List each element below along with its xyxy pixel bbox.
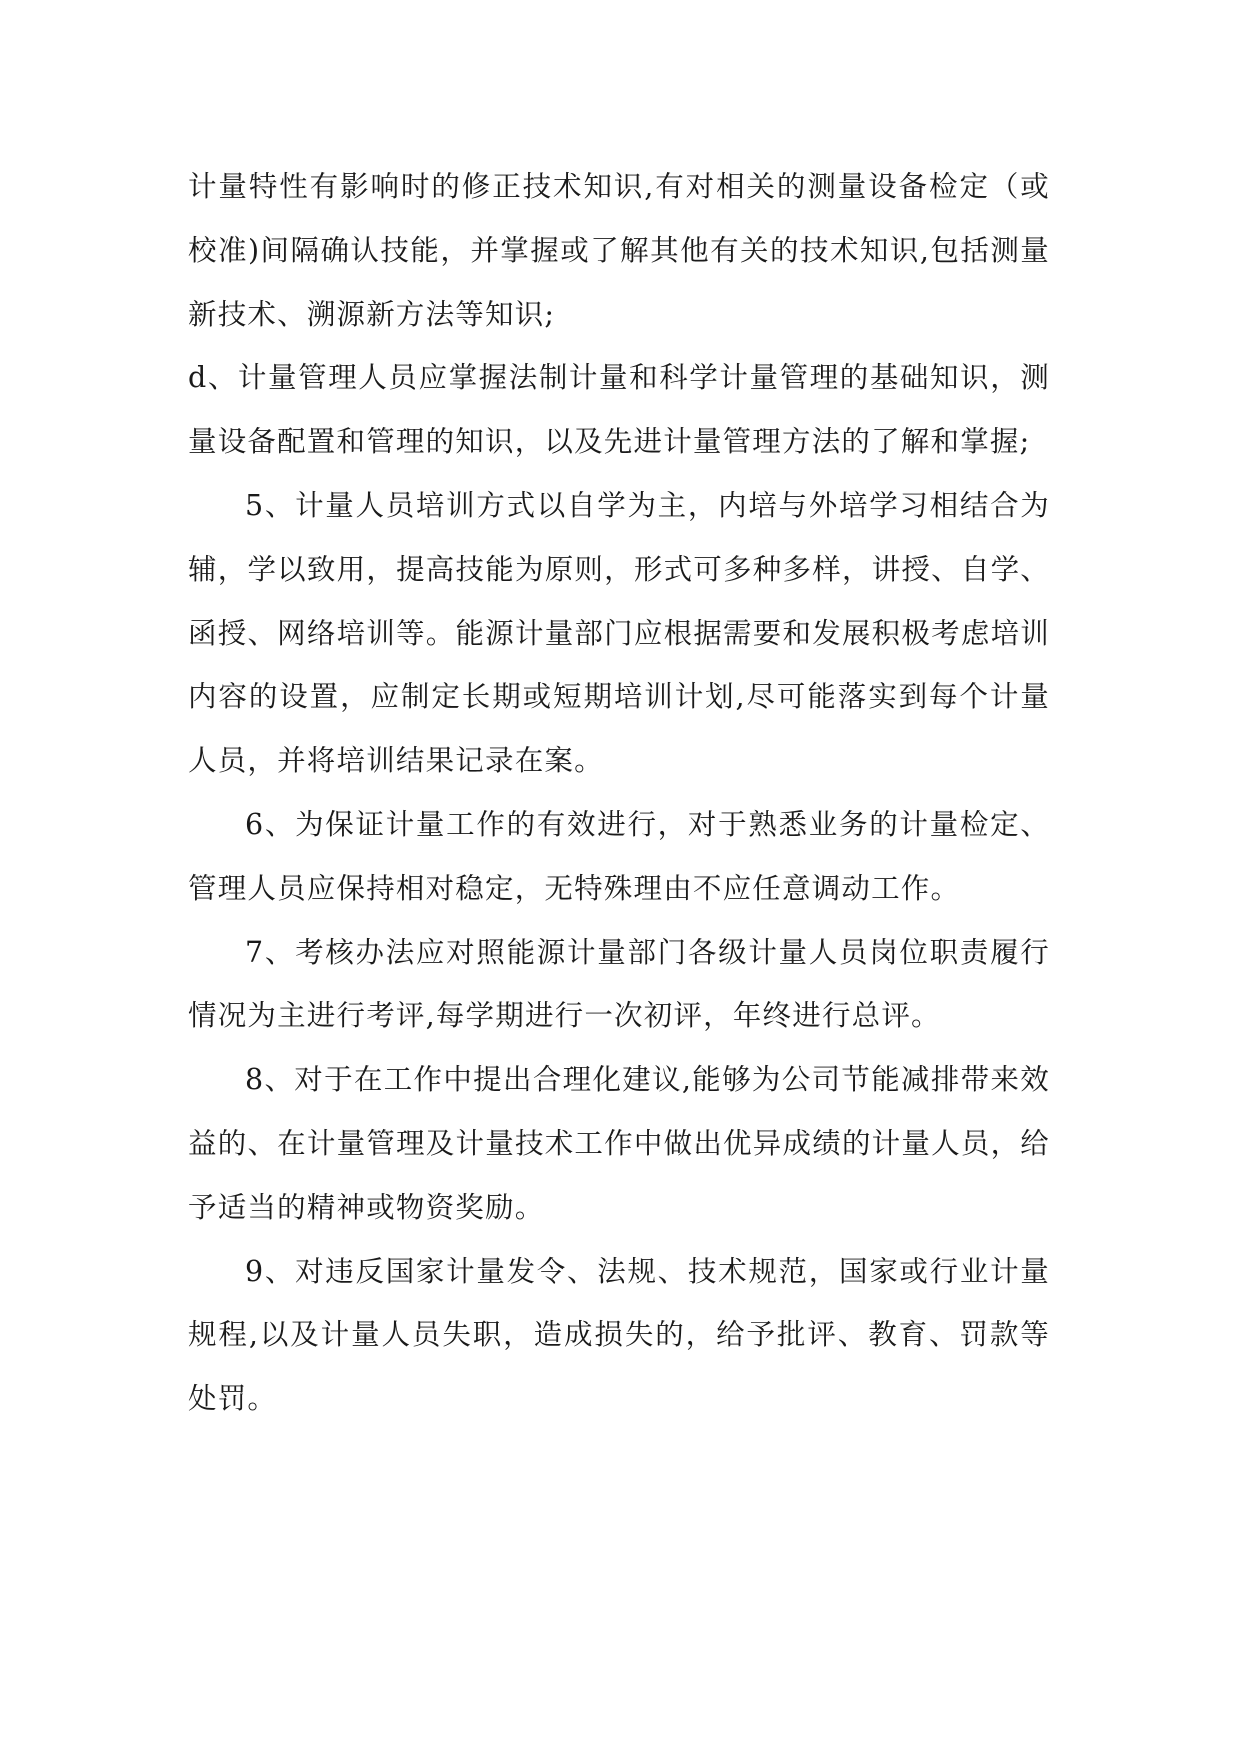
paragraph-item-7: 7、考核办法应对照能源计量部门各级计量人员岗位职责履行情况为主进行考评,每学期进行一次初评，年终进行总评。 xyxy=(188,935,1050,1033)
paragraph-item-6: 6、为保证计量工作的有效进行，对于熟悉业务的计量检定、管理人员应保持相对稳定，无特殊理由不应任意调动工作。 xyxy=(188,807,1050,905)
paragraph-item-5: 5、计量人员培训方式以自学为主，内培与外培学习相结合为辅，学以致用，提高技能为原则，形式可多种多样，讲授、自学、函授、网络培训等。能源计量部门应根据需要和发展积极考虑培训内容的设置，应制定长期或短期培训计划,尽可能落实到每个计量人员，并将培训结果记录在案。 xyxy=(188,488,1050,778)
paragraph-item-9: 9、对违反国家计量发令、法规、技术规范，国家或行业计量规程,以及计量人员失职，造成损失的，给予批评、教育、罚款等处罚。 xyxy=(188,1254,1050,1416)
paragraph-item-d: d、计量管理人员应掌握法制计量和科学计量管理的基础知识，测量设备配置和管理的知识，以及先进计量管理方法的了解和掌握; xyxy=(188,361,1050,459)
paragraph-c-continuation: 计量特性有影响时的修正技术知识,有对相关的测量设备检定（或校准)间隔确认技能，并掌握或了解其他有关的技术知识,包括测量新技术、溯源新方法等知识; xyxy=(188,170,1050,331)
document-body xyxy=(188,155,1050,1431)
paragraph-item-8: 8、对于在工作中提出合理化建议,能够为公司节能减排带来效益的、在计量管理及计量技术工作中做出优异成绩的计量人员，给予适当的精神或物资奖励。 xyxy=(188,1063,1050,1224)
